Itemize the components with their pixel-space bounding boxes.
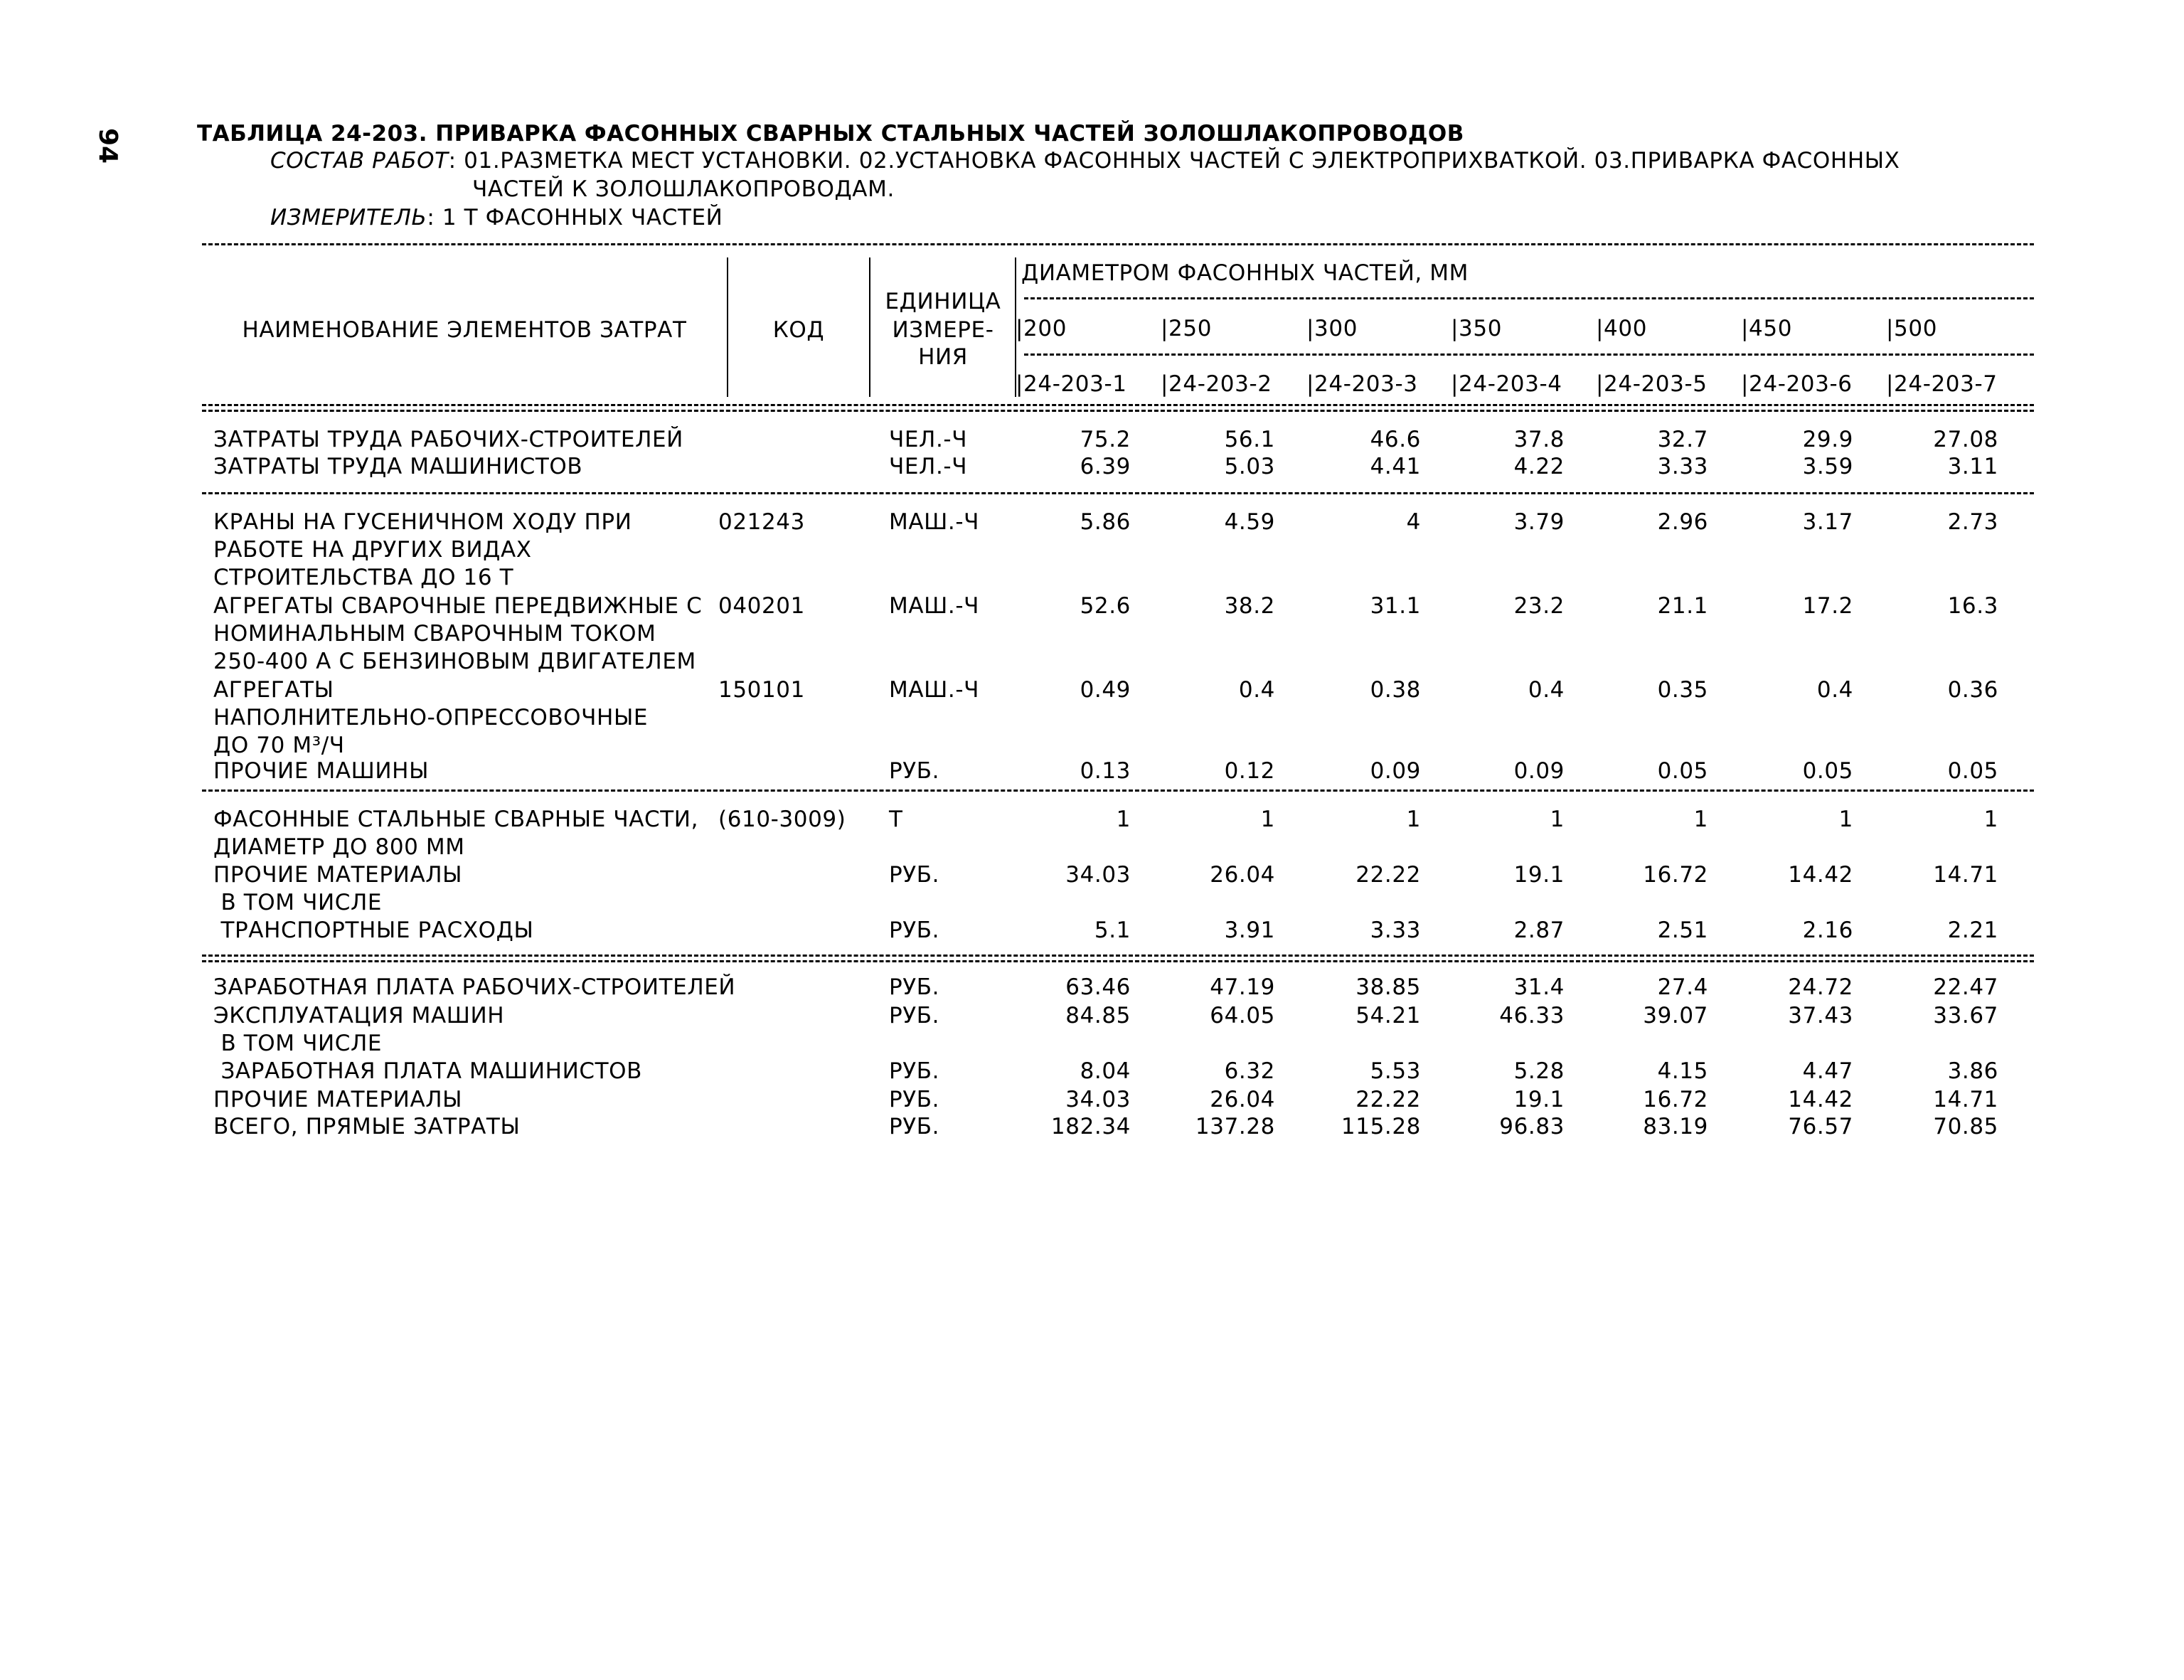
row-unit: ЧЕЛ.-Ч <box>889 454 968 479</box>
row-value: 39.07 <box>1643 1003 1708 1028</box>
row-name-line: НОМИНАЛЬНЫМ СВАРОЧНЫМ ТОКОМ <box>213 621 656 647</box>
row-value: 5.03 <box>1224 454 1275 479</box>
row-value: 8.04 <box>1080 1058 1131 1084</box>
row-value: 34.03 <box>1065 1087 1131 1112</box>
row-name-line: В ТОМ ЧИСЛЕ <box>213 890 383 915</box>
row-value: 2.96 <box>1657 509 1708 535</box>
row-value: 56.1 <box>1224 427 1275 452</box>
row-value: 21.1 <box>1657 593 1708 619</box>
row-value: 2.87 <box>1513 918 1565 943</box>
row-value: 27.08 <box>1933 427 1998 452</box>
row-value: 2.51 <box>1657 918 1708 943</box>
row-value: 75.2 <box>1080 427 1131 452</box>
header-diameter-title: ДИАМЕТРОМ ФАСОННЫХ ЧАСТЕЙ, ММ <box>1021 260 1469 286</box>
row-unit: Т <box>889 807 903 832</box>
row-value: 4.41 <box>1370 454 1421 479</box>
row-name-line: НАПОЛНИТЕЛЬНО-ОПРЕССОВОЧНЫЕ <box>213 705 649 730</box>
row-unit: МАШ.-Ч <box>889 593 979 619</box>
header-top-rule <box>202 243 2034 245</box>
row-unit: РУБ. <box>889 1087 940 1112</box>
meter-label: ИЗМЕРИТЕЛЬ <box>270 205 427 230</box>
row-value: 19.1 <box>1513 862 1565 888</box>
meter-line <box>270 205 723 230</box>
row-unit: МАШ.-Ч <box>889 677 979 703</box>
section-rule-materials-2 <box>202 960 2034 962</box>
row-unit: РУБ. <box>889 1114 940 1139</box>
row-code: (610-3009) <box>718 807 846 832</box>
row-value: 4.15 <box>1657 1058 1708 1084</box>
column-code-header: |24-203-4 <box>1451 371 1562 397</box>
row-value: 14.42 <box>1788 1087 1853 1112</box>
row-name-line: В ТОМ ЧИСЛЕ <box>213 1031 383 1056</box>
row-value: 0.05 <box>1657 758 1708 784</box>
column-code-header: |24-203-1 <box>1016 371 1127 397</box>
row-value: 96.83 <box>1499 1114 1565 1139</box>
row-value: 6.32 <box>1224 1058 1275 1084</box>
composition-text-2: ЧАСТЕЙ К ЗОЛОШЛАКОПРОВОДАМ. <box>472 176 895 202</box>
header-divider-2 <box>869 257 870 397</box>
row-value: 26.04 <box>1210 862 1275 888</box>
row-value: 5.86 <box>1080 509 1131 535</box>
row-value: 3.86 <box>1947 1058 1998 1084</box>
row-name-line: 250-400 А С БЕНЗИНОВЫМ ДВИГАТЕЛЕМ <box>213 649 696 674</box>
row-value: 0.4 <box>1528 677 1565 703</box>
row-value: 3.33 <box>1657 454 1708 479</box>
row-value: 2.73 <box>1947 509 1998 535</box>
row-value: 16.72 <box>1643 1087 1708 1112</box>
row-value: 83.19 <box>1643 1114 1708 1139</box>
row-value: 0.05 <box>1947 758 1998 784</box>
row-name-line: ПРОЧИЕ МАТЕРИАЛЫ <box>213 862 463 888</box>
header-rule-codes <box>1024 353 2034 356</box>
row-value: 0.38 <box>1370 677 1421 703</box>
row-value: 16.72 <box>1643 862 1708 888</box>
row-value: 1 <box>1550 807 1565 832</box>
row-value: 22.22 <box>1355 862 1421 888</box>
row-value: 3.79 <box>1513 509 1565 535</box>
header-bottom-rule-1 <box>202 404 2034 406</box>
row-value: 0.09 <box>1370 758 1421 784</box>
row-value: 14.71 <box>1933 1087 1998 1112</box>
header-unit-line-2: ИЗМЕРЕ- <box>892 317 994 343</box>
row-value: 4.47 <box>1802 1058 1853 1084</box>
row-value: 1 <box>1983 807 1998 832</box>
diameter-header: |500 <box>1886 316 1938 341</box>
row-name-line: АГРЕГАТЫ СВАРОЧНЫЕ ПЕРЕДВИЖНЫЕ С <box>213 593 703 619</box>
header-unit-line-3: НИЯ <box>918 344 968 370</box>
row-value: 3.59 <box>1802 454 1853 479</box>
row-value: 23.2 <box>1513 593 1565 619</box>
row-value: 29.9 <box>1802 427 1853 452</box>
composition-line-1 <box>270 148 1900 174</box>
row-value: 37.8 <box>1513 427 1565 452</box>
row-unit: РУБ. <box>889 862 940 888</box>
composition-label: СОСТАВ РАБОТ <box>270 148 449 174</box>
row-value: 0.13 <box>1080 758 1131 784</box>
row-value: 2.21 <box>1947 918 1998 943</box>
column-code-header: |24-203-6 <box>1741 371 1853 397</box>
section-rule-labor <box>202 492 2034 494</box>
row-value: 37.43 <box>1788 1003 1853 1028</box>
row-code: 040201 <box>718 593 805 619</box>
header-code-col: КОД <box>772 317 825 343</box>
row-unit: РУБ. <box>889 974 940 1000</box>
diameter-header: |450 <box>1741 316 1793 341</box>
row-value: 34.03 <box>1065 862 1131 888</box>
row-name-line: ЗАРАБОТНАЯ ПЛАТА МАШИНИСТОВ <box>213 1058 643 1084</box>
diameter-header: |350 <box>1451 316 1503 341</box>
row-value: 24.72 <box>1788 974 1853 1000</box>
header-unit-line-1: ЕДИНИЦА <box>885 289 1001 314</box>
row-value: 6.39 <box>1080 454 1131 479</box>
row-name-line: ПРОЧИЕ МАШИНЫ <box>213 758 430 784</box>
row-value: 84.85 <box>1065 1003 1131 1028</box>
row-value: 70.85 <box>1933 1114 1998 1139</box>
row-name-line: ДИАМЕТР ДО 800 ММ <box>213 834 465 860</box>
row-value: 4.22 <box>1513 454 1565 479</box>
row-value: 38.2 <box>1224 593 1275 619</box>
row-value: 0.49 <box>1080 677 1131 703</box>
row-unit: ЧЕЛ.-Ч <box>889 427 968 452</box>
row-value: 1 <box>1260 807 1275 832</box>
composition-text-1: : 01.РАЗМЕТКА МЕСТ УСТАНОВКИ. 02.УСТАНОВКА ФАСОННЫХ ЧАСТЕЙ С ЭЛЕКТРОПРИХВАТКОЙ. 03.ПРИВАРКА ФАСОННЫХ <box>448 148 1900 174</box>
row-value: 76.57 <box>1788 1114 1853 1139</box>
section-rule-materials-1 <box>202 955 2034 957</box>
diameter-header: |200 <box>1016 316 1067 341</box>
row-value: 137.28 <box>1195 1114 1275 1139</box>
row-unit: РУБ. <box>889 1003 940 1028</box>
row-value: 3.91 <box>1224 918 1275 943</box>
row-value: 1 <box>1406 807 1421 832</box>
row-value: 3.33 <box>1370 918 1421 943</box>
row-value: 0.4 <box>1238 677 1275 703</box>
row-value: 3.17 <box>1802 509 1853 535</box>
row-value: 0.36 <box>1947 677 1998 703</box>
row-value: 38.85 <box>1355 974 1421 1000</box>
column-code-header: |24-203-5 <box>1596 371 1708 397</box>
header-bottom-rule-2 <box>202 410 2034 412</box>
diameter-header: |300 <box>1306 316 1358 341</box>
row-value: 33.67 <box>1933 1003 1998 1028</box>
row-unit: МАШ.-Ч <box>889 509 979 535</box>
row-value: 46.33 <box>1499 1003 1565 1028</box>
row-value: 2.16 <box>1802 918 1853 943</box>
row-value: 182.34 <box>1050 1114 1131 1139</box>
row-value: 4 <box>1406 509 1421 535</box>
row-value: 26.04 <box>1210 1087 1275 1112</box>
row-value: 0.12 <box>1224 758 1275 784</box>
row-value: 0.35 <box>1657 677 1708 703</box>
row-value: 27.4 <box>1657 974 1708 1000</box>
row-name-line: РАБОТЕ НА ДРУГИХ ВИДАХ <box>213 537 532 563</box>
row-value: 31.4 <box>1513 974 1565 1000</box>
row-name-line: ЭКСПЛУАТАЦИЯ МАШИН <box>213 1003 505 1028</box>
row-value: 4.59 <box>1224 509 1275 535</box>
header-name-col: НАИМЕНОВАНИЕ ЭЛЕМЕНТОВ ЗАТРАТ <box>242 317 687 343</box>
row-value: 22.47 <box>1933 974 1998 1000</box>
row-value: 31.1 <box>1370 593 1421 619</box>
row-name-line: АГРЕГАТЫ <box>213 677 334 703</box>
row-name-line: ЗАРАБОТНАЯ ПЛАТА РАБОЧИХ-СТРОИТЕЛЕЙ <box>213 974 736 1000</box>
row-value: 1 <box>1116 807 1131 832</box>
diameter-header: |250 <box>1161 316 1213 341</box>
diameter-header: |400 <box>1596 316 1648 341</box>
row-value: 52.6 <box>1080 593 1131 619</box>
row-code: 021243 <box>718 509 805 535</box>
meter-value: : 1 Т ФАСОННЫХ ЧАСТЕЙ <box>427 205 723 230</box>
row-name-line: ДО 70 М³/Ч <box>213 733 345 758</box>
row-code: 150101 <box>718 677 805 703</box>
row-unit: РУБ. <box>889 1058 940 1084</box>
row-value: 54.21 <box>1355 1003 1421 1028</box>
row-name-line: ЗАТРАТЫ ТРУДА РАБОЧИХ-СТРОИТЕЛЕЙ <box>213 427 683 452</box>
page-number: 94 <box>93 128 122 164</box>
row-value: 5.53 <box>1370 1058 1421 1084</box>
column-code-header: |24-203-7 <box>1886 371 1998 397</box>
row-value: 1 <box>1693 807 1708 832</box>
table-title: ТАБЛИЦА 24-203. ПРИВАРКА ФАСОННЫХ СВАРНЫХ СТАЛЬНЫХ ЧАСТЕЙ ЗОЛОШЛАКОПРОВОДОВ <box>197 121 1464 147</box>
row-value: 5.1 <box>1094 918 1131 943</box>
row-value: 115.28 <box>1341 1114 1421 1139</box>
row-value: 46.6 <box>1370 427 1421 452</box>
row-value: 64.05 <box>1210 1003 1275 1028</box>
row-name-line: ПРОЧИЕ МАТЕРИАЛЫ <box>213 1087 463 1112</box>
row-name-line: КРАНЫ НА ГУСЕНИЧНОМ ХОДУ ПРИ <box>213 509 632 535</box>
row-value: 5.28 <box>1513 1058 1565 1084</box>
row-value: 17.2 <box>1802 593 1853 619</box>
header-rule-diameter <box>1024 297 2034 299</box>
row-value: 14.42 <box>1788 862 1853 888</box>
row-value: 32.7 <box>1657 427 1708 452</box>
row-value: 19.1 <box>1513 1087 1565 1112</box>
row-value: 16.3 <box>1947 593 1998 619</box>
row-name-line: ТРАНСПОРТНЫЕ РАСХОДЫ <box>213 918 534 943</box>
row-value: 22.22 <box>1355 1087 1421 1112</box>
row-name-line: ВСЕГО, ПРЯМЫЕ ЗАТРАТЫ <box>213 1114 521 1139</box>
row-value: 63.46 <box>1065 974 1131 1000</box>
row-unit: РУБ. <box>889 918 940 943</box>
row-value: 47.19 <box>1210 974 1275 1000</box>
row-name-line: ФАСОННЫЕ СТАЛЬНЫЕ СВАРНЫЕ ЧАСТИ, <box>213 807 699 832</box>
column-code-header: |24-203-2 <box>1161 371 1272 397</box>
row-value: 0.09 <box>1513 758 1565 784</box>
column-code-header: |24-203-3 <box>1306 371 1418 397</box>
section-rule-machines <box>202 790 2034 792</box>
row-unit: РУБ. <box>889 758 940 784</box>
row-name-line: ЗАТРАТЫ ТРУДА МАШИНИСТОВ <box>213 454 583 479</box>
row-value: 3.11 <box>1947 454 1998 479</box>
row-value: 0.05 <box>1802 758 1853 784</box>
row-value: 14.71 <box>1933 862 1998 888</box>
row-name-line: СТРОИТЕЛЬСТВА ДО 16 Т <box>213 565 514 590</box>
row-value: 0.4 <box>1816 677 1853 703</box>
row-value: 1 <box>1838 807 1853 832</box>
